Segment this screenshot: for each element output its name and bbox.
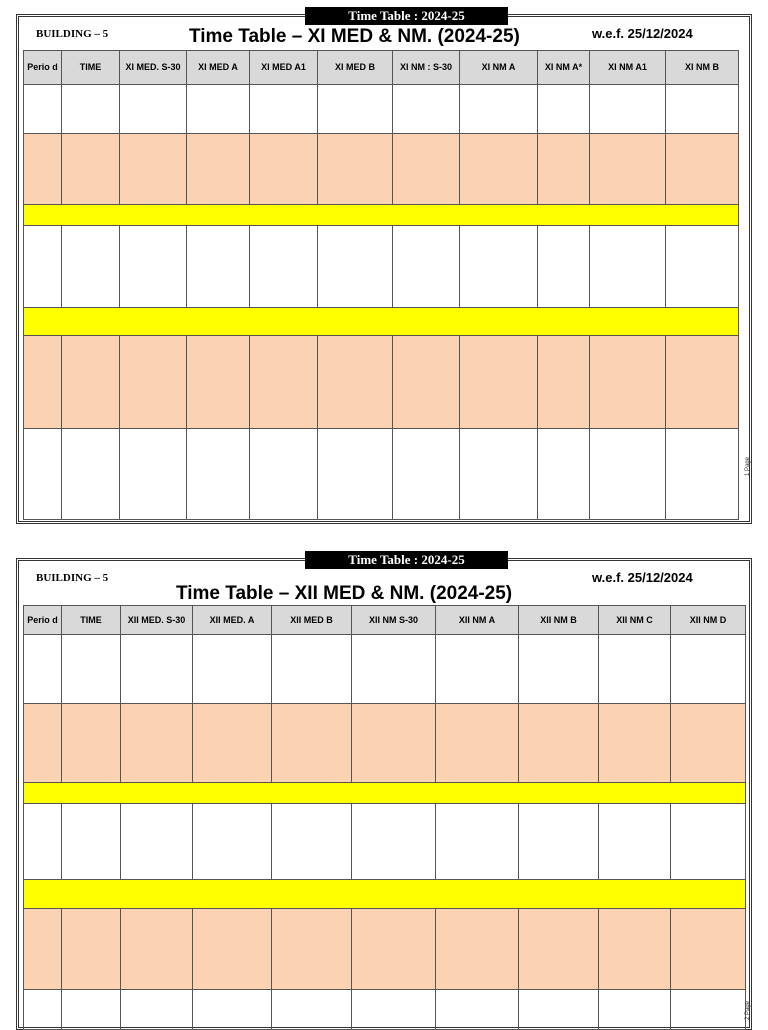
column-header: XII MED. A [193,606,272,635]
column-header: TIME [62,51,120,85]
column-header: XII NM S-30 [352,606,436,635]
timetable-grid-xi [23,50,739,520]
column-header: XI MED B [318,51,393,85]
break-row [24,783,746,804]
table-header-row [24,51,739,85]
sheet-banner: Time Table : 2024-25 [305,551,508,569]
column-header: XII NM C [599,606,671,635]
column-header: XI MED A1 [250,51,318,85]
building-label: BUILDING – 5 [36,572,109,584]
table-row [24,429,739,520]
table-row [24,909,746,990]
column-header: XI MED A [187,51,250,85]
building-label: BUILDING – 5 [36,28,109,40]
column-header: XI NM A* [538,51,590,85]
page-number-side: 2 Page [745,1000,751,1020]
effective-date: w.e.f. 25/12/2024 [592,26,693,41]
column-header: XII NM B [519,606,599,635]
column-header: XII NM D [671,606,746,635]
break-row [24,880,746,909]
table-row [24,134,739,205]
column-header: Perio d [24,51,62,85]
table-row [24,804,746,880]
sheet-banner: Time Table : 2024-25 [305,7,508,25]
table-row [24,226,739,308]
table-row [24,635,746,704]
timetable-grid-xii [23,605,746,1030]
page-title: Time Table – XII MED & NM. (2024-25) [176,583,513,604]
column-header: Perio d [24,606,62,635]
table-header-row [24,606,746,635]
column-header: XI NM : S-30 [393,51,460,85]
column-header: TIME [62,606,121,635]
effective-date: w.e.f. 25/12/2024 [592,570,693,585]
column-header: XI NM B [666,51,739,85]
table-row [24,704,746,783]
column-header: XII MED. S-30 [121,606,193,635]
table-row [24,336,739,429]
break-row [24,308,739,336]
break-row [24,205,739,226]
table-row [24,85,739,134]
column-header: XI MED. S-30 [120,51,187,85]
column-header: XII MED B [272,606,352,635]
column-header: XI NM A [460,51,538,85]
column-header: XI NM A1 [590,51,666,85]
page-number-side: 1 Page [745,456,751,476]
column-header: XII NM A [436,606,519,635]
page-title: Time Table – XI MED & NM. (2024-25) [189,26,520,47]
